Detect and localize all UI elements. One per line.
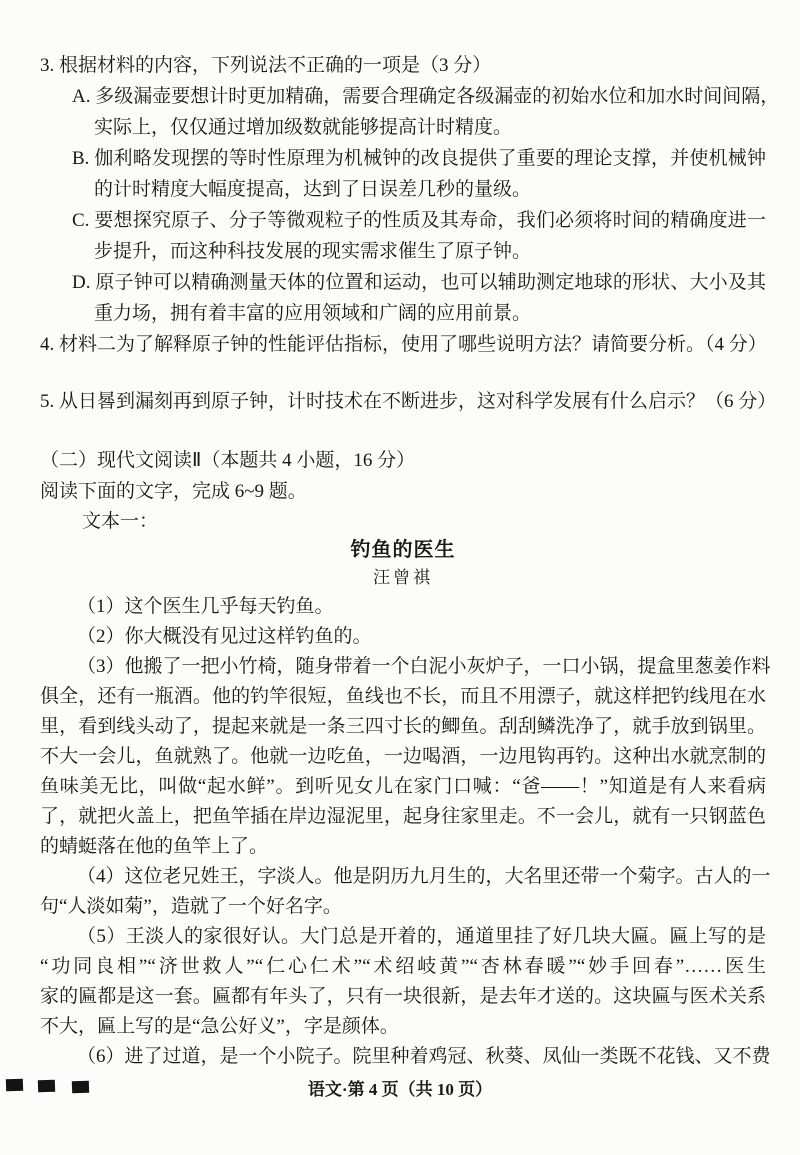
passage-paragraph-1: （1）这个医生几乎每天钓鱼。 (77, 596, 334, 617)
passage-paragraph-3-line-5: 鱼味美无比，叫做“起水鲜”。到听见女儿在家门口喊：“爸——！”知道是有人来看病 (40, 776, 766, 797)
answer-space (40, 417, 766, 445)
passage-paragraph-3-line-2: 俱全，还有一瓶酒。他的钓竿很短，鱼线也不长，而且不用漂子，就这样把钓线甩在水 (40, 686, 766, 707)
option-d-line-1: D. 原子钟可以精确测量天体的位置和运动，也可以辅助测定地球的形状、大小及其 (72, 272, 766, 293)
passage-paragraph-3-line-1: （3）他搬了一把小竹椅，随身带着一个白泥小灰炉子，一口小锅，提盒里葱姜作料 (77, 656, 771, 677)
passage-paragraph-6-line-1: （6）进了过道，是一个小院子。院里种着鸡冠、秋葵、凤仙一类既不花钱、又不费 (77, 1046, 771, 1067)
question-4-stem: 4. 材料二为了解释原子钟的性能评估指标，使用了哪些说明方法？请简要分析。（4 分） (40, 334, 767, 355)
page-content (40, 50, 780, 1072)
passage-paragraph-4-line-1: （4）这位老兄姓王，字淡人。他是阴历九月生的，大名里还带一个菊字。古人的一 (77, 866, 771, 887)
passage-paragraph-5-line-3: 家的匾都是这一套。匾都有年头了，只有一块很新，是去年才送的。这块匾与医术关系 (40, 986, 766, 1007)
section-2-instruction: 阅读下面的文字，完成 6~9 题。 (40, 481, 307, 502)
passage-paragraph-5-line-1: （5）王淡人的家很好认。大门总是开着的，通道里挂了好几块大匾。匾上写的是 (77, 926, 766, 947)
option-d-line-2: 重力场，拥有着丰富的应用领域和广阔的应用前景。 (94, 303, 532, 324)
option-a-line-2: 实际上，仅仅通过增加级数就能够提高计时精度。 (94, 117, 513, 138)
question-5-stem: 5. 从日晷到漏刻再到原子钟，计时技术在不断进步，这对科学发展有什么启示？（6 分） (40, 391, 777, 412)
essay-author: 汪曾祺 (373, 568, 433, 587)
passage-paragraph-4-line-2: 句“人淡如菊”，造就了一个好名字。 (40, 896, 342, 917)
option-c-line-1: C. 要想探究原子、分子等微观粒子的性质及其寿命，我们必须将时间的精确度进一 (72, 210, 766, 231)
text-one-label: 文本一： (82, 511, 159, 532)
passage-paragraph-3-line-7: 的蜻蜓落在他的鱼竿上了。 (40, 836, 269, 857)
passage-paragraph-3-line-4: 不大一会儿，鱼就熟了。他就一边吃鱼，一边喝酒，一边甩钩再钓。这种出水就烹制的 (40, 746, 766, 767)
option-b-line-1: B. 伽利略发现摆的等时性原理为机械钟的改良提供了重要的理论支撑，并使机械钟 (72, 148, 766, 169)
passage-paragraph-2: （2）你大概没有见过这样钓鱼的。 (77, 626, 372, 647)
section-2-heading: （二）现代文阅读Ⅱ（本题共 4 小题，16 分） (40, 450, 416, 471)
essay-title: 钓鱼的医生 (350, 539, 456, 561)
page-footer: 语文·第 4 页（共 10 页） (307, 1080, 493, 1099)
option-b-line-2: 的计时精度大幅度提高，达到了日误差几秒的量级。 (94, 179, 532, 200)
question-3-stem: 3. 根据材料的内容，下列说法不正确的一项是（3 分） (40, 55, 492, 76)
passage-paragraph-5-line-4: 不大，匾上写的是“急公好义”，字是颜体。 (40, 1016, 399, 1037)
passage-paragraph-5-line-2: “功同良相”“济世救人”“仁心仁术”“术绍岐黄”“杏林春暖”“妙手回春”……医生 (40, 956, 766, 977)
option-a-line-1: A. 多级漏壶要想计时更加精确，需要合理确定各级漏壶的初始水位和加水时间间隔， (72, 86, 780, 107)
answer-space (40, 360, 766, 386)
option-c-line-2: 步提升，而这种科技发展的现实需求催生了原子钟。 (94, 241, 532, 262)
passage-paragraph-3-line-3: 里，看到线头动了，提起来就是一条三四寸长的鲫鱼。刮刮鳞洗净了，就手放到锅里。 (40, 716, 766, 737)
passage-paragraph-3-line-6: 了，就把火盖上，把鱼竿插在岸边湿泥里，起身往家里走。不一会儿，就有一只钢蓝色 (40, 806, 766, 827)
